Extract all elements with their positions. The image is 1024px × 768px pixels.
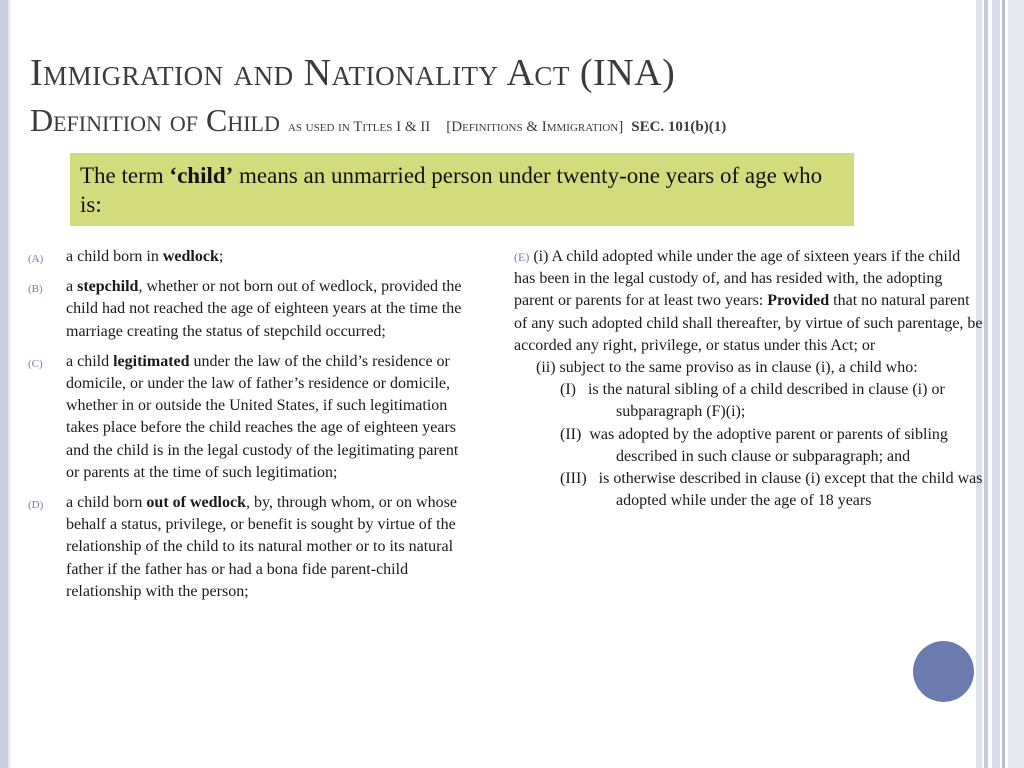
subtitle-usage: as used in Titles I & II	[287, 119, 431, 135]
slide-title: Immigration and Nationality Act (INA)	[30, 52, 676, 94]
definition-lead-box	[70, 153, 854, 226]
lead-text-post: means an unmarried person under twenty-one years of age who is:	[80, 163, 823, 217]
item-text: a	[66, 278, 78, 296]
item-text: ;	[218, 248, 224, 265]
clause-e-text: that no natural parent of any such adopted child shall thereafter, by virtue of such parentage, be accorded any right, privilege, or status under this Act; or	[514, 292, 983, 354]
slide-subtitle	[30, 101, 726, 146]
sub-clause-text: was adopted by the adoptive parent or parents of sibling described in such clause or subparagraph; and	[589, 425, 948, 465]
item-text: a child	[66, 352, 114, 370]
subtitle-main: Definition of Child	[30, 102, 280, 138]
item-marker: (D)	[28, 499, 44, 512]
right-column	[514, 246, 984, 512]
item-text: , whether or not born out of wedlock, provided the child had not reached the age of eighteen years at the time the marriage creating the status of stepchild occurred;	[66, 278, 462, 340]
clause-ii-paragraph: (ii) subject to the same proviso as in clause (i), a child who:	[536, 359, 918, 377]
item-text: a child born	[66, 494, 147, 512]
clause-e-text: (i) A child adopted while under the age of sixteen years if the child has been in the legal custody of, and has resided with, the adopting parent or parents for at least two years:	[514, 248, 961, 310]
sub-clause-text: is the natural sibling of a child described in clause (i) or subparagraph (F)(i);	[587, 381, 945, 421]
item-text: under the law of the child’s residence or domicile, or under the law of father’s residence or domicile, whether in or outside the United States, if such legitimation takes place before the child reaches the age of eighteen years and the child is in the legal custody of the legitimating parent or parents at the time of such legitimation;	[66, 352, 459, 481]
item-text: , by, through whom, or on whose behalf a status, privilege, or benefit is sought by virtue of the relationship of the child to its natural mother or to its natural father if the father has or had a bona fide parent-child relationship with the person;	[66, 494, 457, 600]
list-item-a	[28, 246, 468, 268]
sub-clause-ii	[514, 424, 984, 468]
subtitle-section: SEC. 101(b)(1)	[631, 119, 727, 135]
item-marker: (B)	[28, 283, 43, 296]
sub-clause-number: (II)	[560, 425, 582, 443]
sub-clause-text: is otherwise described in clause (i) except that the child was adopted while under the age of 18 years	[598, 470, 983, 510]
sub-clause-i	[514, 379, 984, 423]
clause-e-keyword: Provided	[767, 292, 830, 310]
list-item-c	[28, 351, 468, 484]
item-text: a child born in	[66, 248, 163, 265]
sub-clause-iii	[514, 468, 984, 512]
sub-clause-number: (I)	[560, 381, 576, 399]
left-column	[28, 246, 468, 611]
list-item-d	[28, 492, 468, 603]
left-border-stripe	[0, 0, 8, 768]
decorative-circle	[913, 641, 974, 702]
item-marker: (E)	[514, 250, 530, 264]
lead-text-pre: The term	[80, 163, 170, 188]
clause-e-paragraph	[514, 246, 984, 357]
item-keyword: stepchild	[77, 278, 139, 296]
item-keyword: wedlock	[162, 248, 219, 265]
sub-clause-number: (III)	[560, 470, 587, 488]
subtitle-bracket: [Definitions & Immigration]	[446, 119, 624, 135]
item-keyword: out of wedlock	[146, 494, 246, 512]
item-keyword: legitimated	[113, 352, 190, 370]
lead-term: ‘child’	[169, 163, 234, 188]
list-item-b	[28, 276, 468, 343]
item-marker: (A)	[28, 253, 44, 265]
item-marker: (C)	[28, 357, 43, 370]
